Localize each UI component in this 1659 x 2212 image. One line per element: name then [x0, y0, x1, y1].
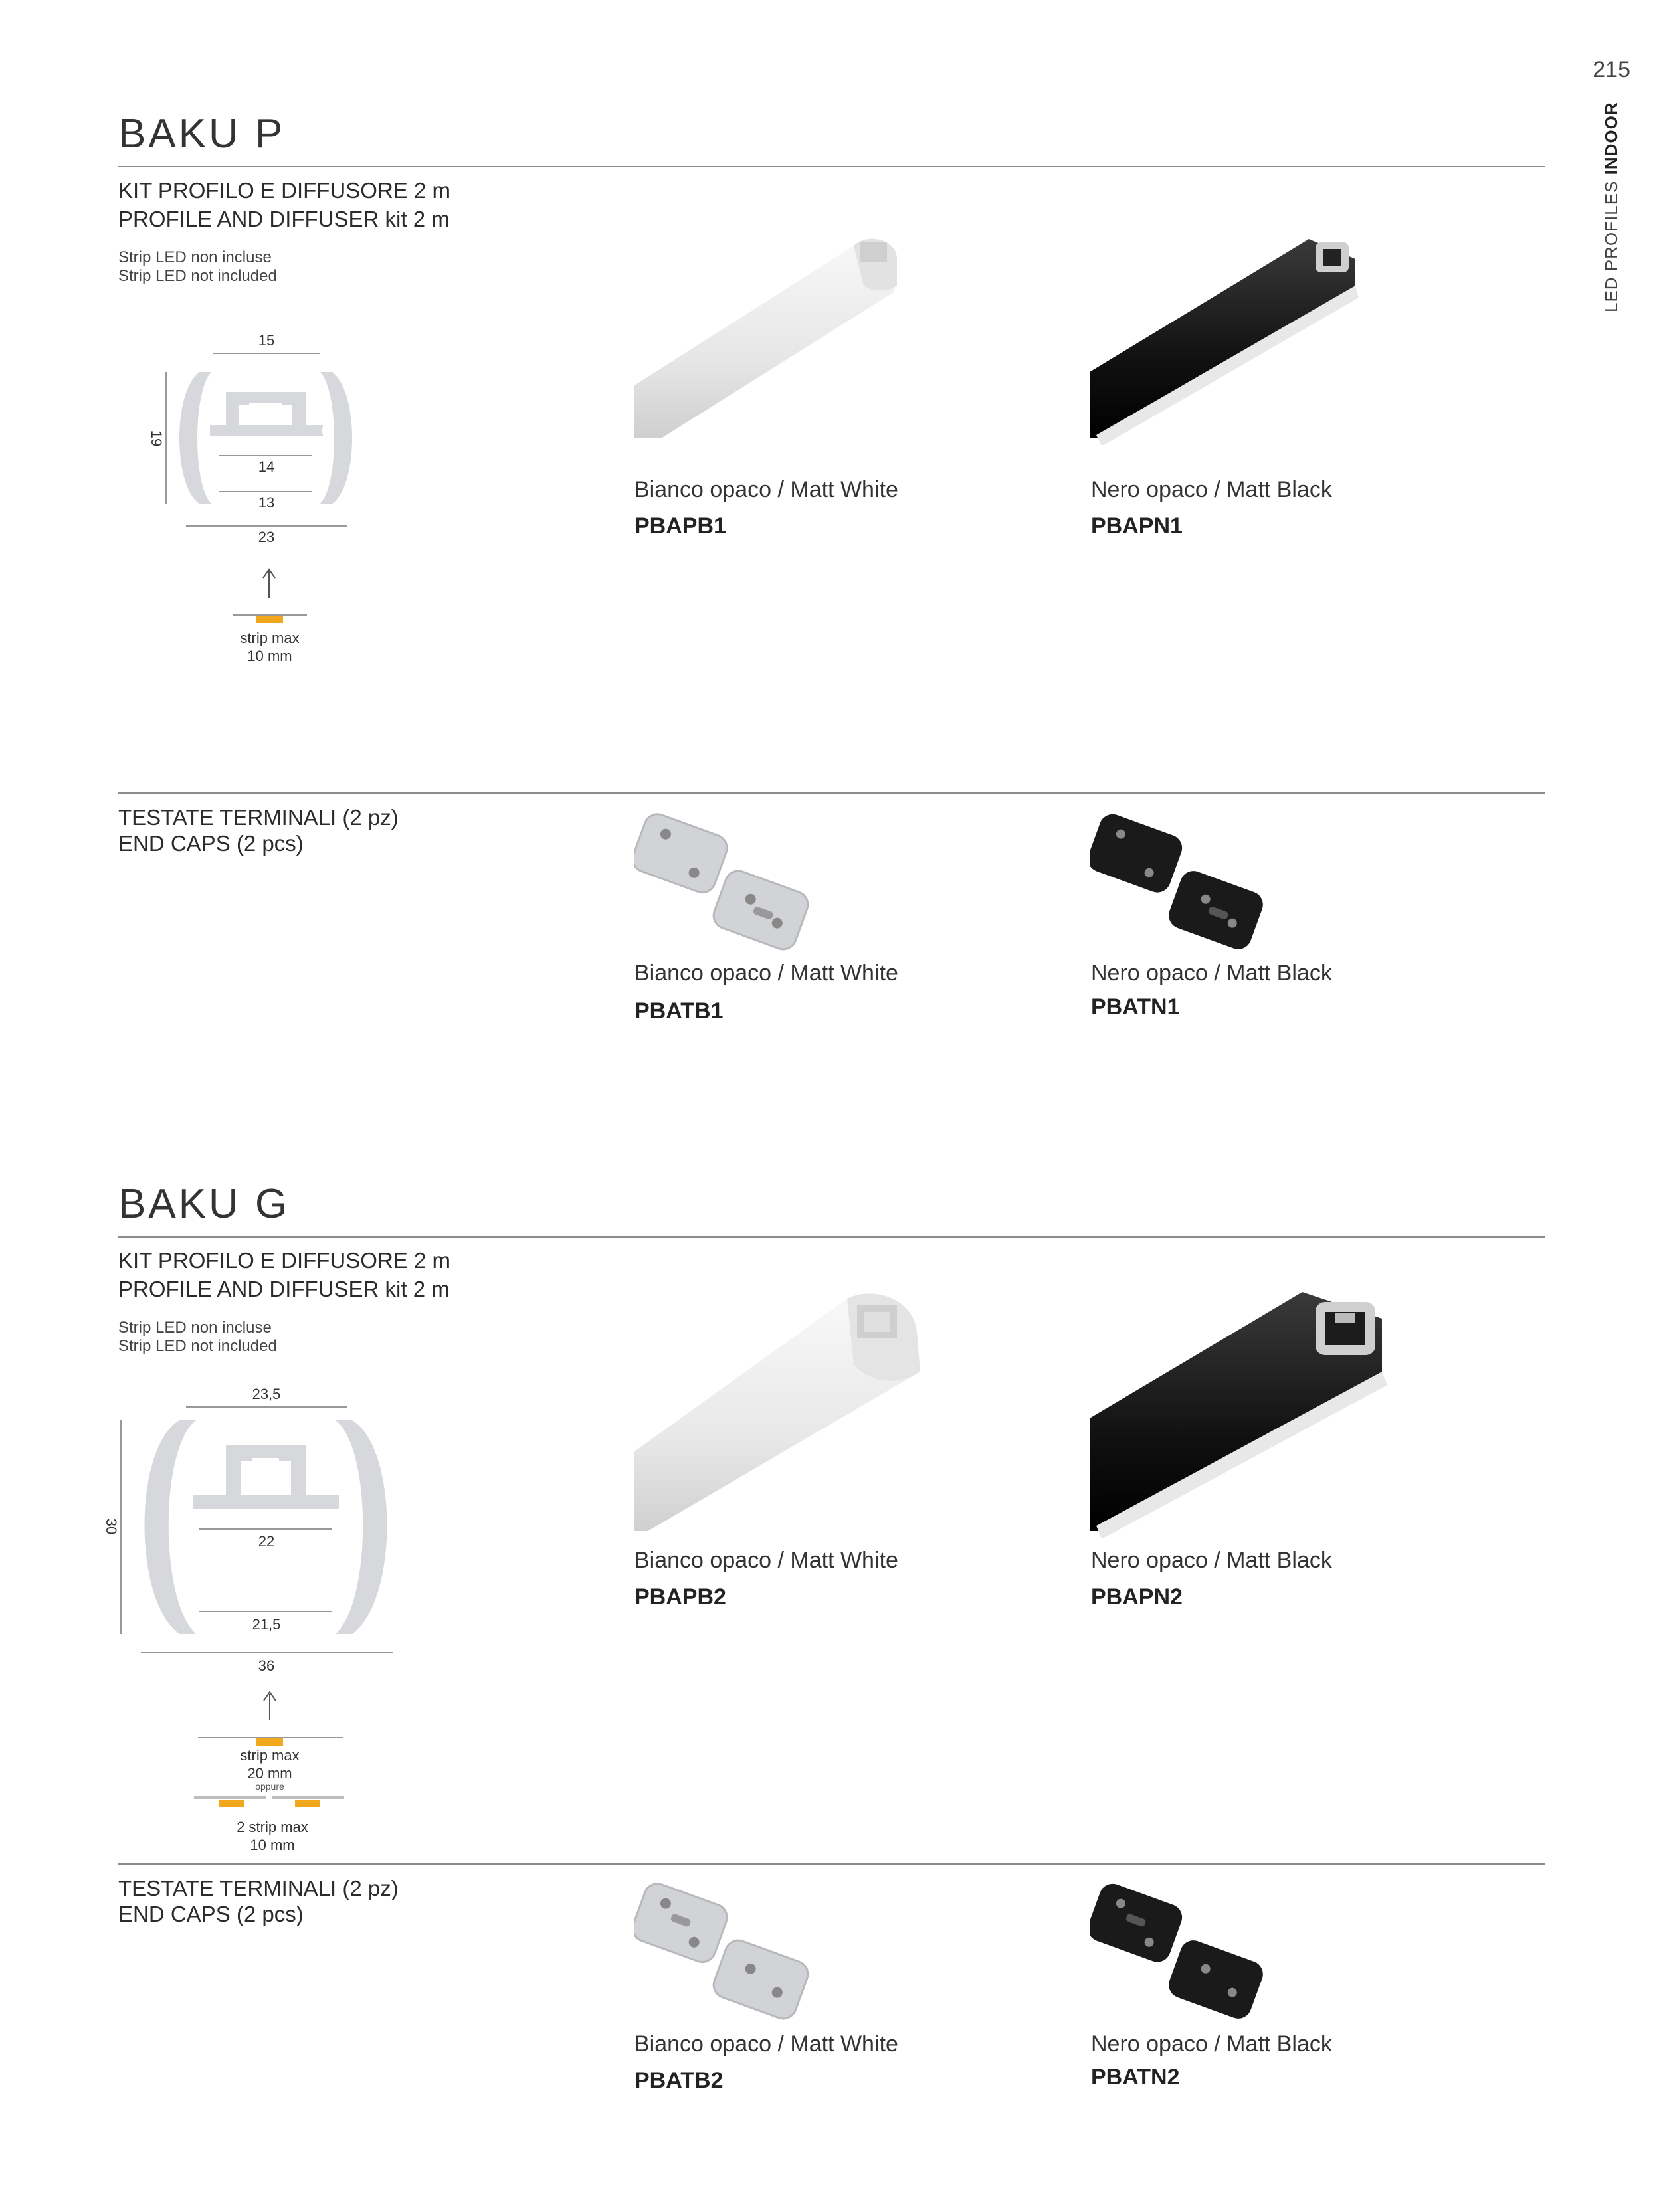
dim-top-width: 23,5	[252, 1386, 281, 1402]
strip-not-included-note: Strip LED non incluse Strip LED not included	[118, 1319, 277, 1355]
strip-max-label: strip max	[240, 1747, 300, 1764]
product-code: PBATB2	[634, 2068, 724, 2093]
variant-label: Bianco opaco / Matt White	[634, 1548, 898, 1573]
dim-top-width: 15	[258, 332, 275, 349]
side-label-section: INDOOR	[1601, 102, 1621, 175]
product-code: PBAPN1	[1091, 513, 1183, 539]
strip-max-label: strip max	[240, 630, 300, 646]
dim-inner-top: 22	[258, 1533, 275, 1550]
cross-section-diagram-baku-g	[86, 1375, 412, 1867]
variant-label: Bianco opaco / Matt White	[634, 477, 898, 502]
product-title-baku-g: BAKU G	[118, 1181, 290, 1227]
dim-inner-bottom: 13	[258, 494, 275, 511]
kit-description: KIT PROFILO E DIFFUSORE 2 m PROFILE AND DIFFUSER kit 2 m	[118, 1248, 450, 1301]
end-cap-photo-white-baku-p	[634, 810, 834, 957]
two-strip-max-value: 10 mm	[250, 1837, 295, 1853]
dim-inner-top: 14	[258, 458, 275, 475]
end-cap-photo-black-baku-g	[1090, 1880, 1289, 2026]
dim-height: 30	[103, 1518, 120, 1535]
divider	[118, 1236, 1545, 1238]
profile-photo-white-baku-g	[634, 1285, 967, 1538]
strip-max-value: 10 mm	[247, 648, 292, 664]
product-code: PBAPB1	[634, 513, 726, 539]
profile-photo-black-baku-g	[1090, 1285, 1428, 1538]
divider	[118, 1863, 1545, 1865]
end-caps-label: TESTATE TERMINALI (2 pz) END CAPS (2 pcs)	[118, 1876, 399, 1926]
end-caps-label: TESTATE TERMINALI (2 pz) END CAPS (2 pcs)	[118, 805, 399, 856]
page-number: 215	[1593, 57, 1630, 82]
product-title-baku-p: BAKU P	[118, 111, 286, 157]
profile-photo-white-baku-p	[634, 219, 920, 445]
product-code: PBAPN2	[1091, 1584, 1183, 1610]
dim-total-width: 23	[258, 529, 275, 545]
end-cap-photo-black-baku-p	[1090, 810, 1289, 957]
end-cap-photo-white-baku-g	[634, 1880, 834, 2026]
dim-inner-bottom: 21,5	[252, 1616, 281, 1633]
product-code: PBATB1	[634, 998, 724, 1024]
variant-label: Nero opaco / Matt Black	[1091, 1548, 1332, 1573]
divider	[118, 166, 1545, 167]
strip-not-included-note: Strip LED non incluse Strip LED not included	[118, 248, 277, 285]
section-side-label	[1601, 102, 1622, 312]
kit-description: KIT PROFILO E DIFFUSORE 2 m PROFILE AND DIFFUSER kit 2 m	[118, 178, 450, 231]
variant-label: Nero opaco / Matt Black	[1091, 477, 1332, 502]
product-code: PBATN1	[1091, 994, 1180, 1020]
two-strip-max-label: 2 strip max	[237, 1819, 308, 1835]
product-code: PBATN2	[1091, 2065, 1180, 2090]
variant-label: Bianco opaco / Matt White	[634, 2031, 898, 2057]
or-label: oppure	[255, 1781, 284, 1792]
product-code: PBAPB2	[634, 1584, 726, 1610]
dim-height: 19	[148, 430, 165, 447]
strip-max-value: 20 mm	[247, 1765, 292, 1782]
variant-label: Bianco opaco / Matt White	[634, 961, 898, 986]
variant-label: Nero opaco / Matt Black	[1091, 961, 1332, 986]
profile-photo-black-baku-p	[1090, 219, 1389, 445]
divider	[118, 792, 1545, 794]
side-label-category: LED PROFILES	[1601, 180, 1621, 312]
variant-label: Nero opaco / Matt Black	[1091, 2031, 1332, 2057]
cross-section-diagram-baku-p	[133, 325, 372, 678]
dim-total-width: 36	[258, 1657, 275, 1674]
